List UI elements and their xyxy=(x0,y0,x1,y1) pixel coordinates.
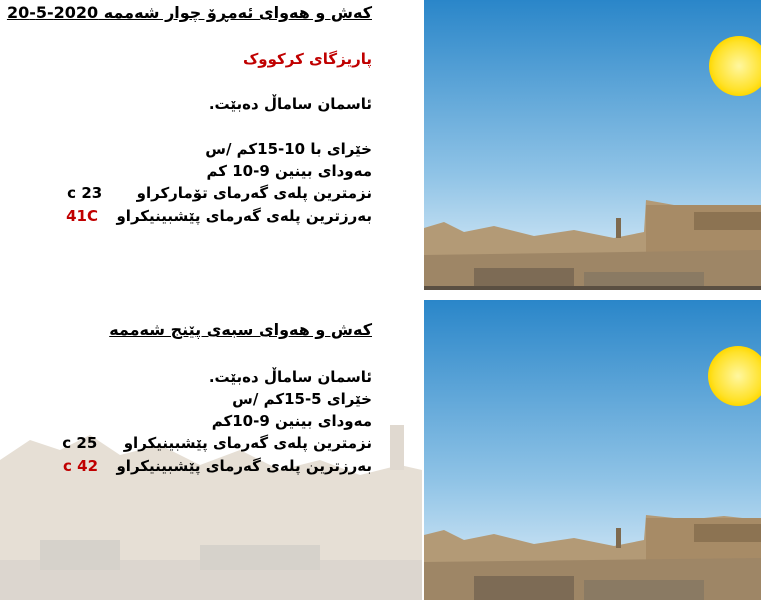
day1-min-temp-value: 23 c xyxy=(67,184,103,202)
day1-title: کەش و هەوای ئەمڕۆ چوار شەممە 2020-5-20 xyxy=(6,3,372,22)
day2-min-temp xyxy=(62,434,372,452)
day2-min-temp-value: 25 c xyxy=(62,434,98,452)
city-name: پاریزگای کرکووک xyxy=(242,50,372,68)
day2-wind: خێرای 5-15کم /س xyxy=(232,390,372,408)
day1-visibility: مەودای بینین 9-10 کم xyxy=(206,162,372,180)
day2-visibility: مەودای بینین 9-10کم xyxy=(211,412,372,430)
citadel-photo-bottom xyxy=(424,300,761,600)
day1-max-temp xyxy=(66,207,372,225)
day1-min-temp-label: نزمترین پلەی گەرمای تۆمارکراو xyxy=(136,184,372,202)
day2-title: کەش و هەوای سبەی پێنج شەممە xyxy=(109,320,372,339)
day1-wind: خێرای با 10-15کم /س xyxy=(205,140,372,158)
day2-max-temp xyxy=(63,457,372,475)
day1-max-temp-label: بەرزترین پلەی گەرمای پێشبینیکراو xyxy=(116,207,372,225)
day2-max-temp-value: 42 c xyxy=(63,457,99,475)
day1-sky: ئاسمان ساماڵ دەبێت. xyxy=(208,95,372,113)
citadel-photo-top xyxy=(424,0,761,290)
day2-max-temp-label: بەرزترین پلەی گەرمای پێشبینیکراو xyxy=(116,457,372,475)
day2-sky: ئاسمان ساماڵ دەبێت. xyxy=(208,368,372,386)
day2-min-temp-label: نزمترین پلەی گەرمای پێشبینیکراو xyxy=(123,434,372,452)
day1-min-temp xyxy=(67,184,372,202)
day1-max-temp-value: 41C xyxy=(66,207,99,225)
